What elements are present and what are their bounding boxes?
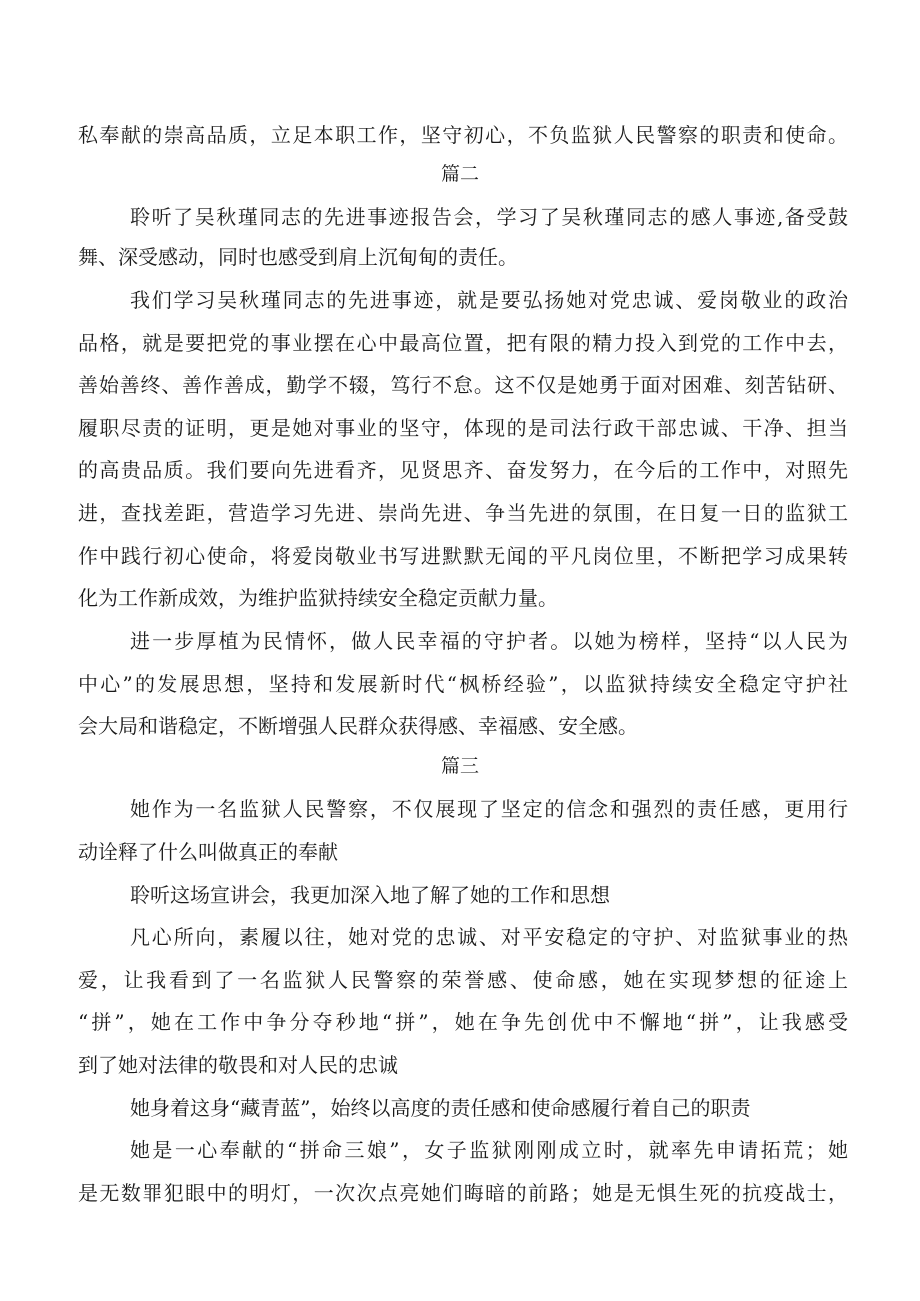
text-line: 的高贵品质。我们要向先进看齐，见贤思齐、奋发努力，在今后的工作中，对照先 [78, 458, 848, 482]
text-line: 到了她对法律的敬畏和对人民的忠诚 [78, 1053, 398, 1077]
text-line: “拼”，她在工作中争分夺秒地“拼”，她在争先创优中不懈地“拼”，让我感受 [78, 1010, 848, 1034]
text-line: 是无数罪犯眼中的明灯，一次次点亮她们晦暗的前路；她是无惧生死的抗疫战士， [78, 1181, 848, 1205]
text-line: 作中践行初心使命，将爱岗敬业书写进默默无闻的平凡岗位里，不断把学习成果转 [78, 544, 848, 568]
text-line: 聆听这场宣讲会，我更加深入地了解了她的工作和思想 [130, 883, 610, 907]
text-line: 我们学习吴秋瑾同志的先进事迹，就是要弘扬她对党忠诚、爱岗敬业的政治 [130, 288, 848, 312]
text-line: 进一步厚植为民情怀，做人民幸福的守护者。以她为榜样，坚持“以人民为 [130, 629, 848, 653]
text-line: 聆听了吴秋瑾同志的先进事迹报告会，学习了吴秋瑾同志的感人事迹,备受鼓 [130, 205, 848, 229]
text-line: 化为工作新成效，为维护监狱持续安全稳定贡献力量。 [78, 586, 558, 610]
text-line: 会大局和谐稳定，不断增强人民群众获得感、幸福感、安全感。 [78, 714, 638, 738]
text-line: 她是一心奉献的“拼命三娘”，女子监狱刚刚成立时，就率先申请拓荒；她 [130, 1138, 848, 1162]
text-line: 中心”的发展思想，坚持和发展新时代“枫桥经验”，以监狱持续安全稳定守护社 [78, 672, 848, 696]
section-heading-3: 篇三 [440, 755, 479, 777]
text-line: 善始善终、善作善成，勤学不辍，笃行不怠。这不仅是她勇于面对困难、刻苦钻研、 [78, 373, 848, 397]
text-line: 她身着这身“藏青蓝”，始终以高度的责任感和使命感履行着自己的职责 [130, 1096, 751, 1120]
text-line: 品格，就是要把党的事业摆在心中最高位置，把有限的精力投入到党的工作中去， [78, 331, 848, 355]
text-line: 舞、深受感动，同时也感受到肩上沉甸甸的责任。 [78, 245, 518, 269]
text-line: 爱，让我看到了一名监狱人民警察的荣誉感、使命感，她在实现梦想的征途上 [78, 968, 848, 992]
text-line: 私奉献的崇高品质，立足本职工作，坚守初心，不负监狱人民警察的职责和使命。 [78, 123, 848, 147]
text-line: 进，查找差距，营造学习先进、崇尚先进、争当先进的氛围，在日复一日的监狱工 [78, 501, 848, 525]
text-line: 履职尽责的证明，更是她对事业的坚守，体现的是司法行政干部忠诚、干净、担当 [78, 416, 848, 440]
text-line: 她作为一名监狱人民警察，不仅展现了坚定的信念和强烈的责任感，更用行 [130, 797, 848, 821]
section-heading-2: 篇二 [440, 163, 479, 185]
text-line: 动诠释了什么叫做真正的奉献 [78, 840, 338, 864]
text-line: 凡心所向，素履以往，她对党的忠诚、对平安稳定的守护、对监狱事业的热 [130, 925, 848, 949]
